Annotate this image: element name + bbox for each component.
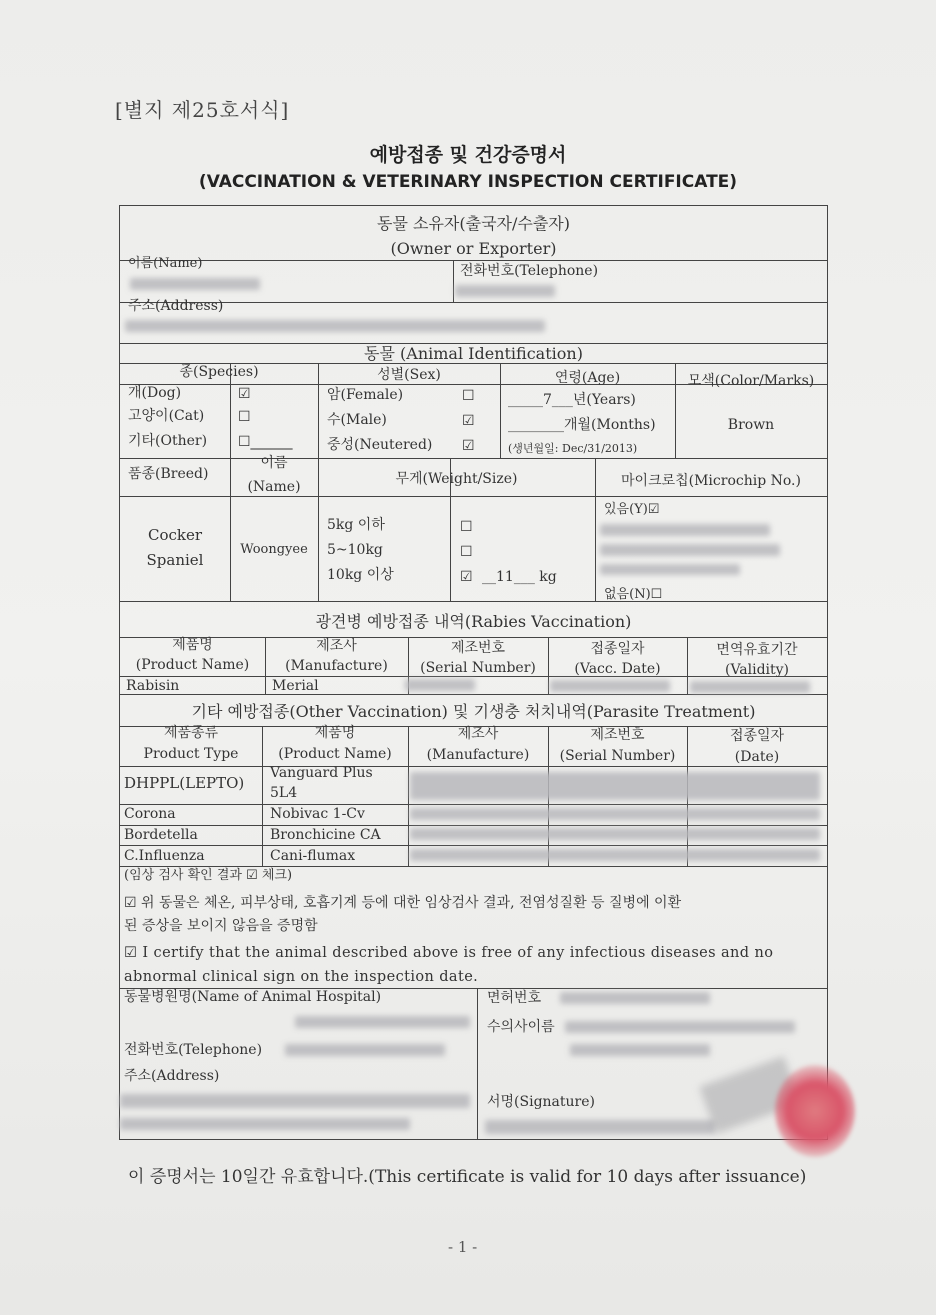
other-header-date-en: (Date) <box>734 749 780 765</box>
other-header-manufacture-en: (Manufacture) <box>426 747 530 763</box>
species-cat-checkbox[interactable]: ☐ <box>238 409 251 425</box>
rabies-header-serial: 제조번호 <box>450 640 506 656</box>
other-header-serial: 제조번호 <box>590 727 645 743</box>
rabies-header-validity-en: (Validity) <box>724 662 790 678</box>
title-korean: 예방접종 및 건강증명서 <box>369 144 567 166</box>
vaccine-row-1-name-line1: Vanguard Plus <box>270 765 373 781</box>
other-header-manufacture: 제조사 <box>457 726 499 742</box>
vet-name-label: 수의사이름 <box>487 1019 555 1035</box>
birth-date: (생년월일: Dec/31/2013) <box>508 442 638 455</box>
hospital-telephone-label: 전화번호(Telephone) <box>124 1042 263 1058</box>
pet-name-label-en: (Name) <box>247 479 301 495</box>
validity-notice: 이 증명서는 10일간 유효합니다.(This certificate is valid for 10 days after issuance) <box>128 1167 807 1187</box>
rabies-header-date: 접종일자 <box>590 641 645 657</box>
official-seal <box>775 1065 855 1157</box>
certificate-form <box>119 205 828 1140</box>
weight-label: 무게(Weight/Size) <box>395 471 518 487</box>
sex-neutered-checkbox[interactable]: ☑ <box>462 438 475 454</box>
pet-name-label-ko: 이름 <box>260 455 288 471</box>
weight-option-3: 10kg 이상 <box>327 567 394 583</box>
rabies-header-date-en: (Vacc. Date) <box>574 661 661 677</box>
clinical-statement-ko-line1: ☑ 위 동물은 체온, 피부상태, 호흡기계 등에 대한 임상검사 결과, 전염성질환 등 질병에 이환 <box>124 895 682 911</box>
sex-male-checkbox[interactable]: ☑ <box>462 413 475 429</box>
vaccine-row-4-name: Cani-flumax <box>270 848 356 864</box>
sex-female: 암(Female) <box>327 387 404 403</box>
animal-section-title: 동물 (Animal Identification) <box>364 344 583 363</box>
clinical-statement-ko-line2: 된 증상을 보이지 않음을 증명함 <box>124 918 318 934</box>
breed-value-line1: Cocker <box>147 526 203 544</box>
rabies-product-value: Rabisin <box>126 678 180 694</box>
species-other-checkbox[interactable]: ☐______ <box>238 434 293 450</box>
license-number-label: 면허번호 <box>487 990 542 1006</box>
species-label: 종(Species) <box>179 364 259 380</box>
vaccine-row-3-name: Bronchicine CA <box>270 827 381 843</box>
weight-option-2-checkbox[interactable]: ☐ <box>460 544 473 560</box>
owner-name-label: 이름(Name) <box>128 256 203 271</box>
vaccine-row-2-type: Corona <box>124 806 176 822</box>
other-header-type: 제품종류 <box>163 725 219 741</box>
rabies-manufacture-value: Merial <box>272 678 319 694</box>
hospital-name-label: 동물병원명(Name of Animal Hospital) <box>124 989 382 1005</box>
other-header-date: 접종일자 <box>729 728 785 744</box>
other-header-product-en: (Product Name) <box>278 746 392 762</box>
owner-address-label: 주소(Address) <box>128 298 224 314</box>
weight-option-1: 5kg 이하 <box>327 517 385 533</box>
rabies-header-validity: 면역유효기간 <box>716 642 798 658</box>
species-cat: 고양이(Cat) <box>128 408 205 424</box>
rabies-header-product: 제품명 <box>172 637 213 653</box>
weight-option-2: 5~10kg <box>327 542 383 558</box>
clinical-statement-en-line1: ☑ I certify that the animal described above is free of any infectious diseases and no <box>124 945 774 961</box>
breed-value-line2: Spaniel <box>146 551 204 569</box>
species-dog-checkbox[interactable]: ☑ <box>238 386 251 402</box>
hospital-address-label: 주소(Address) <box>124 1068 220 1084</box>
color-value: Brown <box>727 417 775 433</box>
breed-label: 품종(Breed) <box>128 466 209 482</box>
sex-female-checkbox[interactable]: ☐ <box>462 388 475 404</box>
weight-option-3-checkbox[interactable]: ☑ <box>460 569 473 585</box>
weight-value: __11___ kg <box>482 569 557 585</box>
other-header-serial-en: (Serial Number) <box>559 748 676 764</box>
owner-section-title: 동물 소유자(출국자/수출자) <box>377 214 570 233</box>
microchip-label: 마이크로칩(Microchip No.) <box>621 473 801 489</box>
rabies-header-manufacture: 제조사 <box>316 638 357 654</box>
clinical-statement-en-line2: abnormal clinical sign on the inspection date. <box>124 969 479 985</box>
age-label: 연령(Age) <box>554 370 621 386</box>
sex-male: 수(Male) <box>327 412 387 428</box>
other-header-type-en: Product Type <box>143 746 239 762</box>
rabies-section-title: 광견병 예방접종 내역(Rabies Vaccination) <box>315 612 632 631</box>
rabies-header-manufacture-en: (Manufacture) <box>285 658 388 674</box>
rabies-header-serial-en: (Serial Number) <box>420 660 536 676</box>
signature-label: 서명(Signature) <box>487 1094 595 1110</box>
form-number: [별지 제25호서식] <box>115 98 290 122</box>
species-dog: 개(Dog) <box>128 385 182 401</box>
title-english: (VACCINATION & VETERINARY INSPECTION CERTIFICATE) <box>198 172 738 192</box>
vaccine-row-2-name: Nobivac 1-Cv <box>270 806 365 822</box>
other-header-product: 제품명 <box>314 725 356 741</box>
sex-neutered: 중성(Neutered) <box>327 437 433 453</box>
pet-name-value: Woongyee <box>240 542 308 557</box>
sex-label: 성별(Sex) <box>377 367 441 383</box>
species-other: 기타(Other) <box>128 433 208 449</box>
page-number: - 1 - <box>448 1238 478 1256</box>
vaccine-row-1-type: DHPPL(LEPTO) <box>124 774 245 792</box>
vaccine-row-1-name-line2: 5L4 <box>270 785 298 801</box>
weight-option-1-checkbox[interactable]: ☐ <box>460 519 473 535</box>
owner-telephone-label: 전화번호(Telephone) <box>460 263 599 279</box>
vaccine-row-3-type: Bordetella <box>124 827 198 843</box>
color-label: 모색(Color/Marks) <box>687 373 815 389</box>
microchip-no: 없음(N)☐ <box>604 587 663 602</box>
other-section-title: 기타 예방접종(Other Vaccination) 및 기생충 처치내역(Parasite Treatment) <box>191 702 756 721</box>
age-years: _____7___년(Years) <box>508 392 636 408</box>
vaccine-row-4-type: C.Influenza <box>124 848 205 864</box>
microchip-yes: 있음(Y)☑ <box>604 502 660 517</box>
age-months: ________개월(Months) <box>508 417 656 433</box>
clinical-check-label: (임상 검사 확인 결과 ☑ 체크) <box>124 868 293 883</box>
owner-section-subtitle: (Owner or Exporter) <box>390 239 557 258</box>
rabies-header-product-en: (Product Name) <box>135 657 250 673</box>
